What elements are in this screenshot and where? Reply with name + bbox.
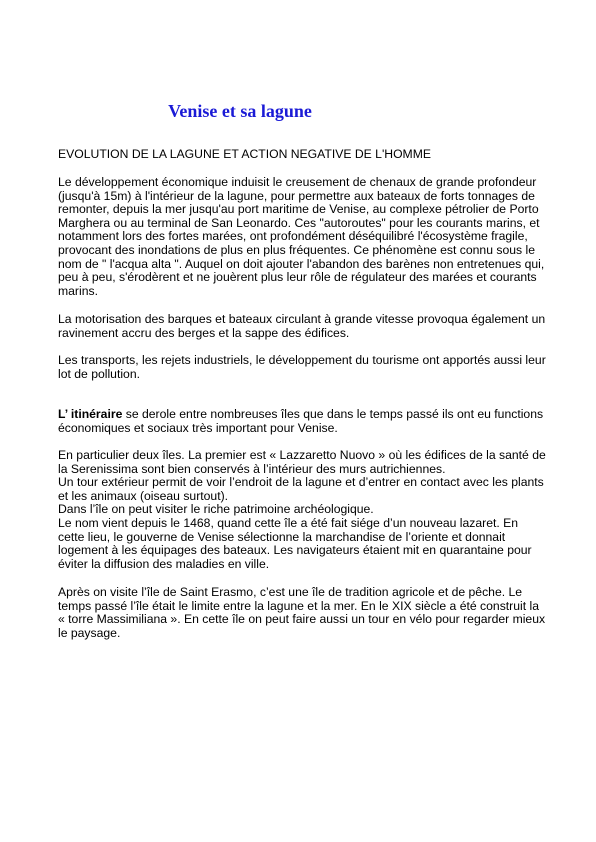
text-line: économiques et sociaux très important pour Venise.	[58, 420, 338, 435]
text-line: peu à peu, s'érodèrent et ne jouèrent plus leur rôle de régulateur des marées et courants	[58, 270, 537, 285]
paragraph-lagoon-evolution	[58, 176, 548, 298]
text-line: Un tour extérieur permit de voir l’endroit de la lagune et d’entrer en contact avec les plants	[58, 475, 544, 490]
text-line: Marghera ou au terminal de San Leonardo. Ces "autoroutes" pour les courants marins, et	[58, 215, 540, 230]
text-line: La motorisation des barques et bateaux circulant à grande vitesse provoqua également un	[58, 312, 546, 326]
text-line: Dans l’île on peut visiter le riche patrimoine archéologique.	[58, 502, 374, 517]
text-line: Les transports, les rejets industriels, le développement du tourisme ont apportés aussi leur	[58, 353, 546, 367]
text-line: et les animaux (oiseau surtout).	[58, 488, 229, 503]
paragraph-lazzaretto-nuovo	[58, 449, 548, 571]
text-line: remonter, depuis la mer jusqu'au port maritime de Venise, au complexe pétrolier de Porto	[58, 202, 539, 217]
text-line: Après on visite l’île de Saint Erasmo, c’est une île de tradition agricole et de pêche. Le	[58, 585, 523, 599]
paragraph-motorisation	[58, 313, 548, 340]
text-line: provocant des inondations de plus en plus fréquentes. Ce phénomène est connu sous le	[58, 242, 535, 257]
text-line: ravinement accru des berges et la sappe des édifices.	[58, 325, 350, 340]
text-line: nom de " l'acqua alta ". Auquel on doit ajouter l'abandon des barènes non entretenues qui,	[58, 256, 545, 271]
text-line: logement à les équipages des bateaux. Les navigateurs étaient mit en quarantaine pour	[58, 543, 532, 558]
text-line: cette lieu, le gouverne de Venise sélectionne la marchandise de l’oriente et donnait	[58, 529, 506, 544]
text-line: (jusqu'à 15m) à l'intérieur de la lagune, pour permettre aux bateaux de forts tonnages de	[58, 188, 535, 203]
text-line: En particulier deux îles. La premier est « Lazzaretto Nuovo » où les édifices de la santé de	[58, 448, 546, 462]
text-line: Le nom vient depuis le 1468, quand cette île a été fait siége d’un nouveau lazaret. En	[58, 515, 519, 530]
text-line: le paysage.	[58, 625, 121, 640]
text-line: notamment lors des fortes marées, ont profondément déséquilibré l'écosystème fragile,	[58, 229, 528, 244]
page-title: Venise et sa lagune	[168, 101, 312, 121]
paragraph-saint-erasmo	[58, 586, 548, 640]
paragraph-pollution	[58, 354, 548, 381]
text-line: la Serenissima sont bien conservés à l’intérieur des murs autrichiennes.	[58, 461, 446, 476]
paragraph-itinerary	[58, 408, 548, 435]
text-line: Le développement économique induisit le creusement de chenaux de grande profondeur	[58, 175, 537, 189]
itinerary-label: L’ itinéraire	[58, 407, 123, 421]
text-line: temps passé l’île était le limite entre la lagune et la mer. En le XIX siècle a été construit la	[58, 598, 539, 613]
section-heading: EVOLUTION DE LA LAGUNE ET ACTION NEGATIVE DE L'HOMME	[58, 147, 431, 161]
text-line: éviter la diffusion des maladies en ville.	[58, 556, 270, 571]
text-span: se derole entre nombreuses îles que dans le temps passé ils ont eu functions	[122, 407, 544, 421]
text-line: marins.	[58, 283, 98, 298]
text-line: « torre Massimiliana ». En cette île on peut faire aussi un tour en vélo pour regarder mieux	[58, 612, 546, 627]
text-line	[58, 408, 548, 422]
text-line: lot de pollution.	[58, 366, 140, 381]
